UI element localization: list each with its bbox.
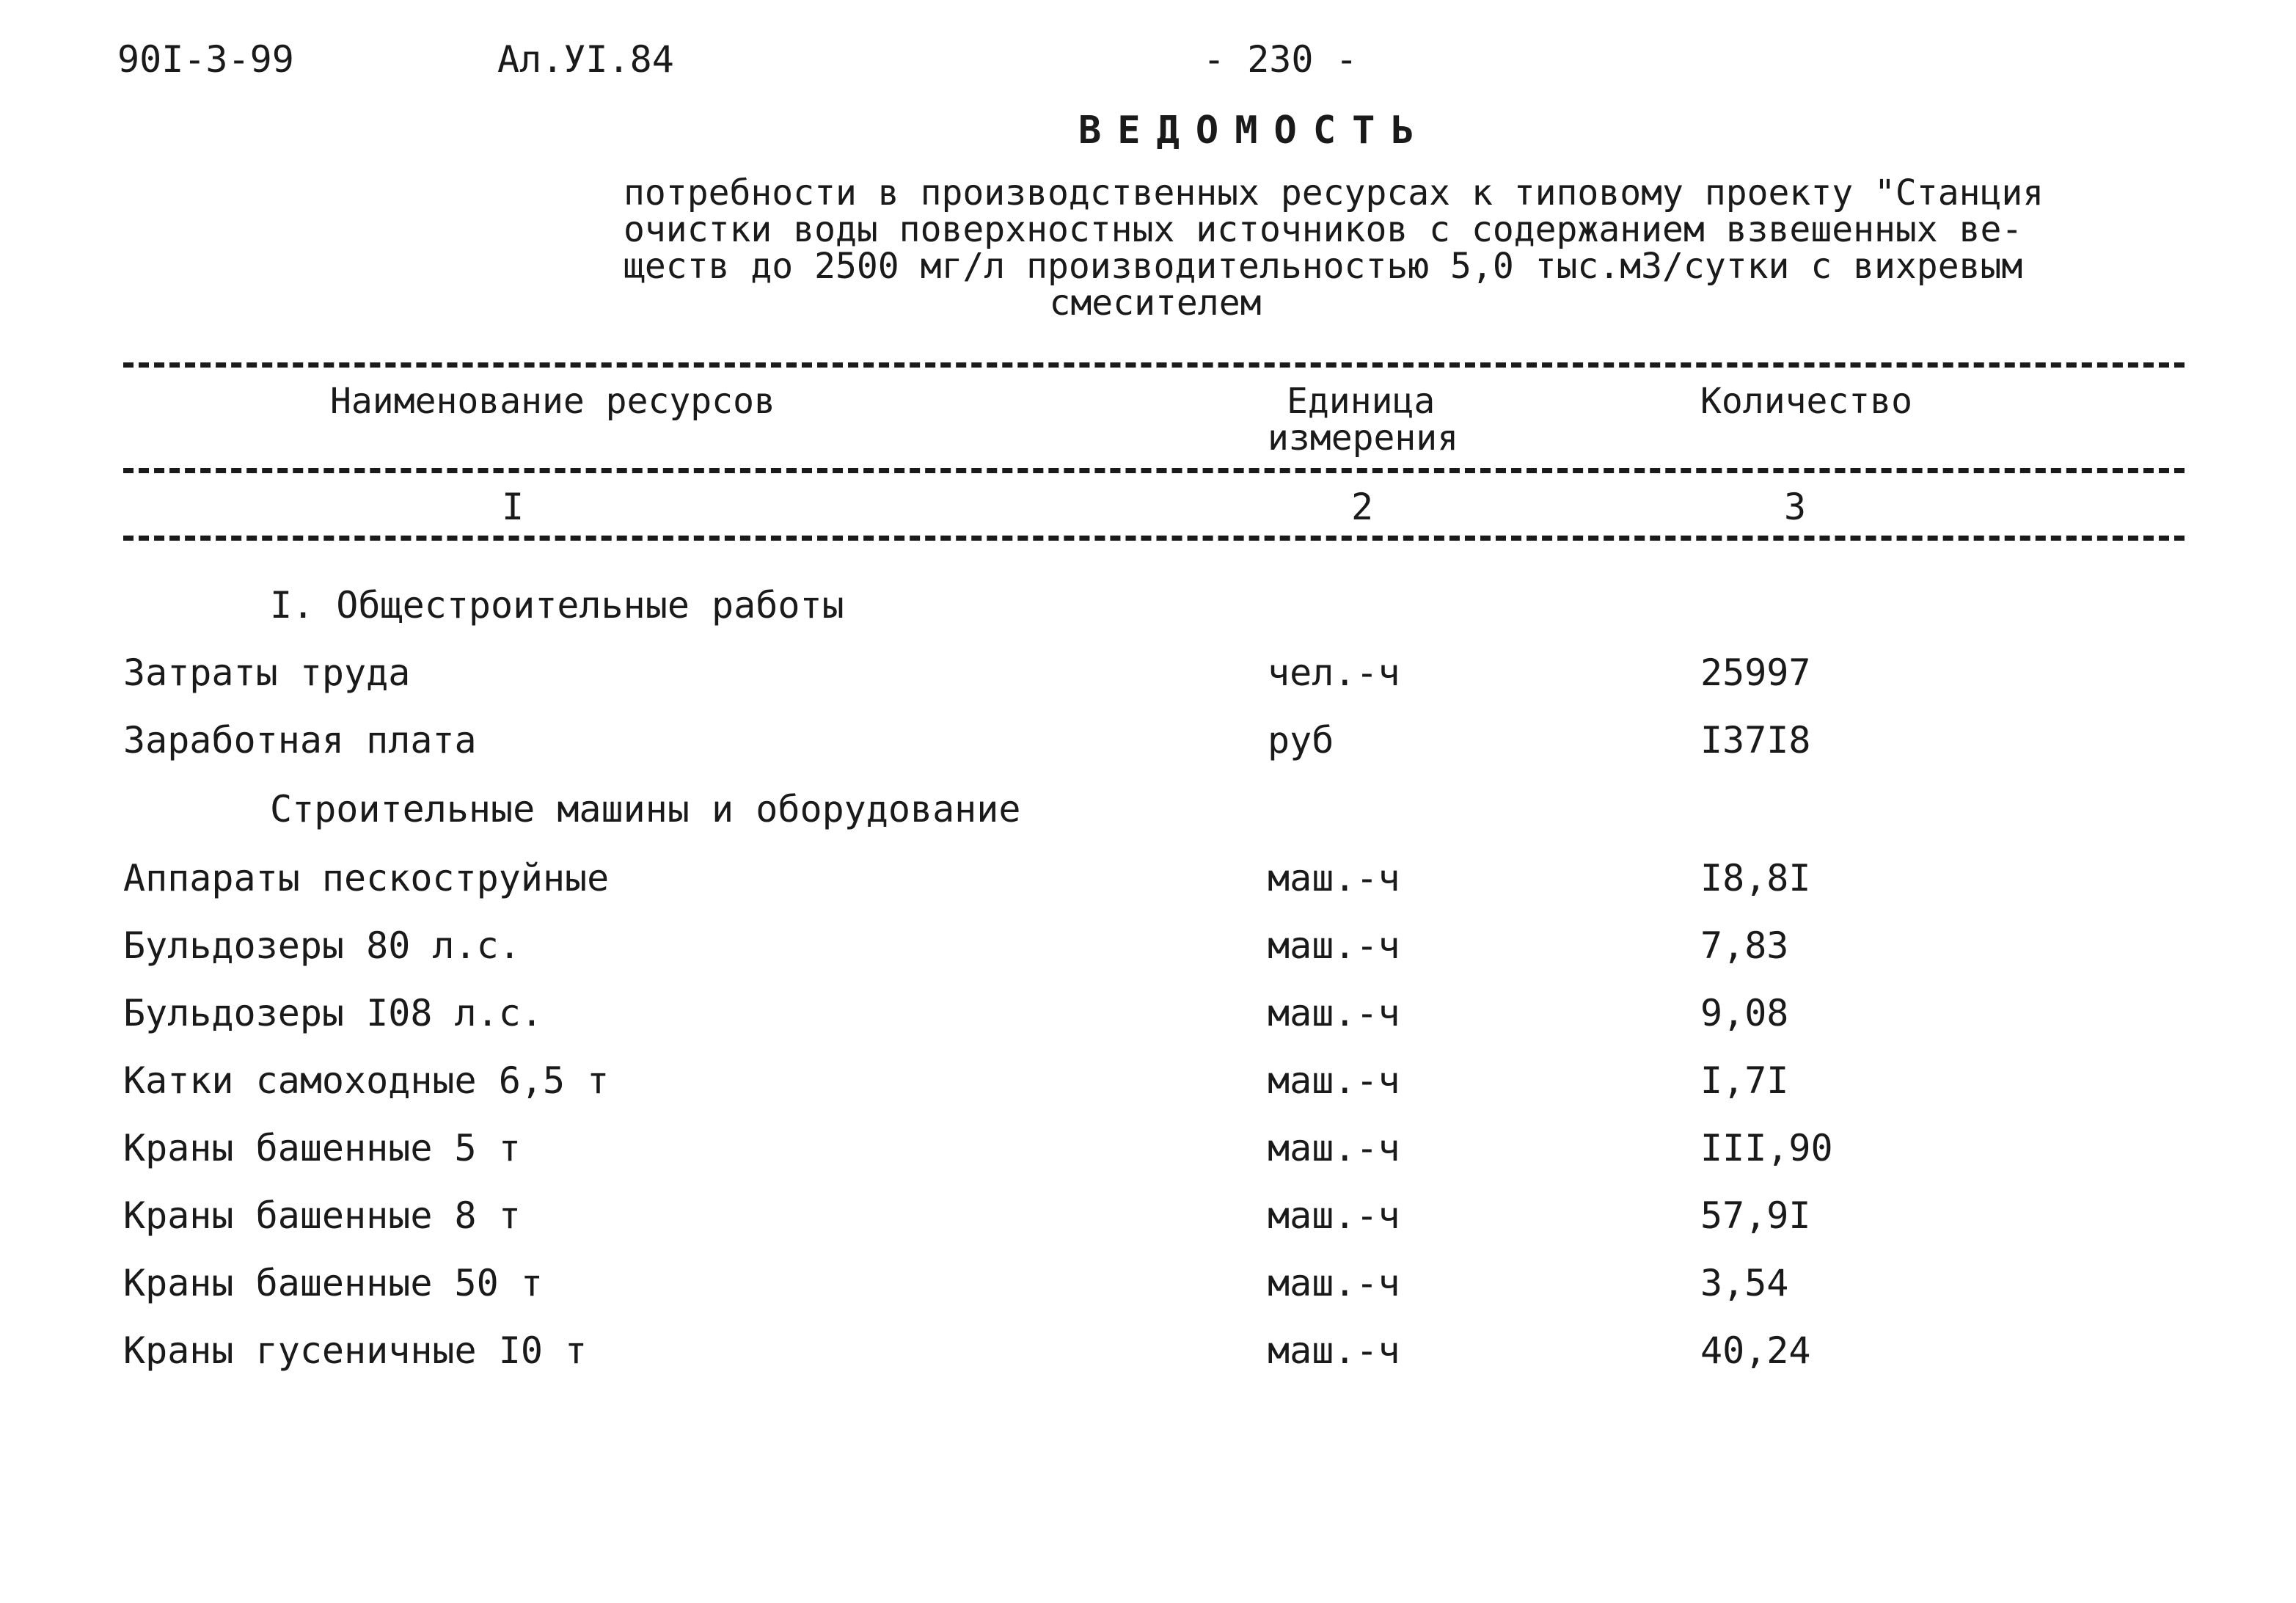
section-heading: I. Общестроительные работы xyxy=(270,584,844,627)
row-name: Заработная плата xyxy=(123,719,477,762)
row-unit: маш.-ч xyxy=(1268,924,1400,967)
row-name: Краны гусеничные I0 т xyxy=(123,1329,588,1372)
row-quantity: III,90 xyxy=(1700,1127,1833,1169)
row-unit: чел.-ч xyxy=(1268,651,1400,694)
row-quantity: 9,08 xyxy=(1700,992,1789,1034)
row-quantity: 25997 xyxy=(1700,651,1811,694)
table-rule-top xyxy=(123,362,2185,368)
row-unit: маш.-ч xyxy=(1268,1194,1400,1237)
row-quantity: 57,9I xyxy=(1700,1194,1811,1237)
row-unit: маш.-ч xyxy=(1268,1127,1400,1169)
row-quantity: 40,24 xyxy=(1700,1329,1811,1372)
subtitle-line: потребности в производственных ресурсах к типовому проекту "Станция xyxy=(624,172,2044,213)
column-number-1: I xyxy=(502,486,524,528)
row-quantity: I,7I xyxy=(1700,1059,1789,1102)
table-rule-middle xyxy=(123,468,2185,473)
column-header-unit-line2: измерения xyxy=(1268,417,1459,459)
row-name: Краны башенные 50 т xyxy=(123,1262,543,1304)
row-unit: маш.-ч xyxy=(1268,857,1400,899)
row-name: Краны башенные 8 т xyxy=(123,1194,521,1237)
row-unit: маш.-ч xyxy=(1268,992,1400,1034)
row-name: Бульдозеры 80 л.с. xyxy=(123,924,521,967)
document-title: ВЕДОМОСТЬ xyxy=(1078,109,1430,153)
row-quantity: 3,54 xyxy=(1700,1262,1789,1304)
row-quantity: I8,8I xyxy=(1700,857,1811,899)
row-quantity: I37I8 xyxy=(1700,719,1811,762)
row-unit: руб xyxy=(1268,719,1334,762)
subtitle-line: очистки воды поверхностных источников с содержанием взвешенных ве- xyxy=(624,209,2023,250)
row-name: Катки самоходные 6,5 т xyxy=(123,1059,610,1102)
column-header-name: Наименование ресурсов xyxy=(330,381,775,422)
page-number: - 230 - xyxy=(1203,38,1358,81)
document-code: 90I-3-99 xyxy=(117,38,294,81)
section-heading: Строительные машины и оборудование xyxy=(270,788,1021,830)
row-name: Краны башенные 5 т xyxy=(123,1127,521,1169)
column-number-2: 2 xyxy=(1351,486,1374,528)
column-header-unit-line1: Единица xyxy=(1287,381,1436,422)
document-subtitle xyxy=(624,172,2044,324)
column-number-3: 3 xyxy=(1784,486,1807,528)
row-name: Бульдозеры I08 л.с. xyxy=(123,992,543,1034)
column-header-quantity: Количество xyxy=(1700,381,1912,422)
subtitle-line: ществ до 2500 мг/л производительностью 5,0 тыс.м3/сутки с вихревым xyxy=(624,246,2023,287)
row-quantity: 7,83 xyxy=(1700,924,1789,967)
row-unit: маш.-ч xyxy=(1268,1329,1400,1372)
row-name: Затраты труда xyxy=(123,651,411,694)
row-unit: маш.-ч xyxy=(1268,1059,1400,1102)
row-unit: маш.-ч xyxy=(1268,1262,1400,1304)
subtitle-line: смесителем xyxy=(1049,282,1262,324)
album-number: Ал.УI.84 xyxy=(497,38,674,81)
table-rule-bottom xyxy=(123,536,2185,541)
row-name: Аппараты пескоструйные xyxy=(123,857,610,899)
